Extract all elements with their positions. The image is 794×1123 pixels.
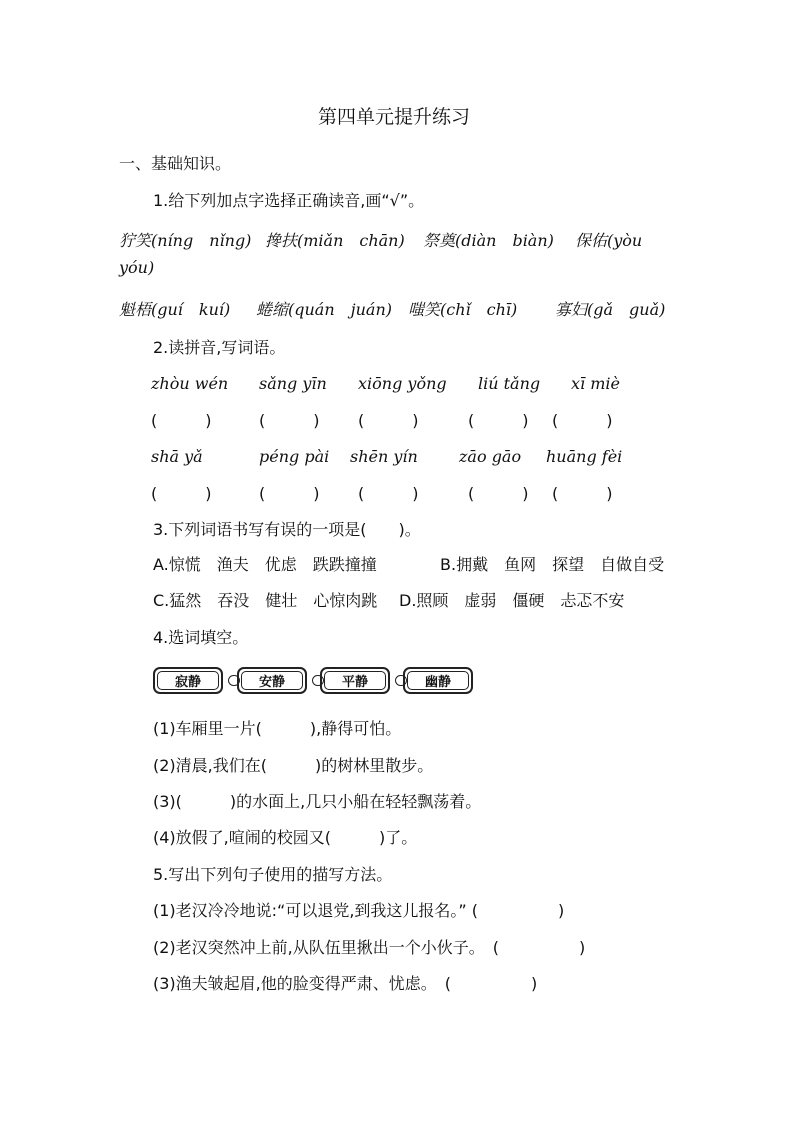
q1-line2-item: 蜷缩(quán juán)	[256, 300, 392, 319]
q1-prompt: 1.给下列加点字选择正确读音,画“√”。	[153, 191, 425, 210]
q1-line1-item: 祭奠(diàn biàn)	[423, 231, 554, 250]
q2-blank[interactable]: ( )	[468, 484, 529, 503]
q5-prompt: 5.写出下列句子使用的描写方法。	[153, 865, 393, 884]
q1-line2-item: 寡妇(gǎ guǎ)	[555, 300, 666, 319]
q2-pinyin: huāng fèi	[546, 447, 623, 466]
section-heading: 一、基础知识。	[119, 154, 232, 173]
q2-blank[interactable]: ( )	[151, 411, 212, 430]
q2-blank[interactable]: ( )	[259, 484, 320, 503]
q1-line2-item: 魁梧(guí kuí)	[119, 300, 231, 319]
q4-prompt: 4.选词填空。	[153, 628, 249, 647]
word-box-4	[403, 667, 473, 694]
q2-blank[interactable]: ( )	[552, 411, 613, 430]
q5-item: (1)老汉冷冷地说:“可以退党,到我这儿报名。” ( )	[153, 901, 565, 920]
q1-line1-item: 狞笑(níng nǐng)	[119, 231, 252, 250]
q2-blank[interactable]: ( )	[259, 411, 320, 430]
q1-line1-continuation: yóu)	[119, 258, 155, 277]
q4-item: (2)清晨,我们在( )的树林里散步。	[153, 756, 434, 775]
q2-pinyin: xiōng yǒng	[358, 374, 447, 393]
q2-pinyin: shā yǎ	[151, 447, 203, 466]
q2-pinyin: zāo gāo	[459, 447, 522, 466]
q2-pinyin: zhòu wén	[151, 374, 229, 393]
q3-option-a: A.惊慌 渔夫 优虑 跌跌撞撞	[153, 555, 377, 574]
q3-option-c: C.猛然 吞没 健壮 心惊肉跳	[153, 591, 378, 610]
q3-prompt: 3.下列词语书写有误的一项是( )。	[153, 520, 421, 539]
word-box-2	[237, 667, 307, 694]
q2-pinyin: shēn yín	[350, 447, 418, 466]
q2-blank[interactable]: ( )	[468, 411, 529, 430]
q2-blank[interactable]: ( )	[552, 484, 613, 503]
q1-line2-item: 嗤笑(chǐ chī)	[408, 300, 518, 319]
word-box-label: 幽静	[407, 671, 469, 690]
q3-option-d: D.照顾 虚弱 僵硬 忐忑不安	[399, 591, 625, 610]
word-box-label: 安静	[241, 671, 303, 690]
q2-pinyin: péng pài	[259, 447, 330, 466]
q2-blank[interactable]: ( )	[151, 484, 212, 503]
word-box-1	[153, 667, 223, 694]
q2-blank[interactable]: ( )	[358, 411, 419, 430]
q4-item: (3)( )的水面上,几只小船在轻轻飘荡着。	[153, 792, 482, 811]
q5-item: (2)老汉突然冲上前,从队伍里揪出一个小伙子。 ( )	[153, 938, 586, 957]
word-box-label: 寂静	[157, 671, 219, 690]
q4-item: (1)车厢里一片( ),静得可怕。	[153, 719, 402, 738]
q4-item: (4)放假了,喧闹的校园又( )了。	[153, 828, 418, 847]
q1-line1-item: 搀扶(miǎn chān)	[265, 231, 405, 250]
word-box-label: 平静	[324, 671, 386, 690]
q5-item: (3)渔夫皱起眉,他的脸变得严肃、忧虑。 ( )	[153, 974, 538, 993]
q2-pinyin: xī miè	[571, 374, 620, 393]
word-box-3	[320, 667, 390, 694]
q2-blank[interactable]: ( )	[358, 484, 419, 503]
q3-option-b: B.拥戴 鱼网 探望 自做自受	[440, 555, 665, 574]
q2-prompt: 2.读拼音,写词语。	[153, 338, 286, 357]
page-title: 第四单元提升练习	[318, 106, 471, 128]
q2-pinyin: sǎng yīn	[259, 374, 327, 393]
q2-pinyin: liú tǎng	[478, 374, 541, 393]
q1-line1-item: 保佑(yòu	[575, 231, 643, 250]
